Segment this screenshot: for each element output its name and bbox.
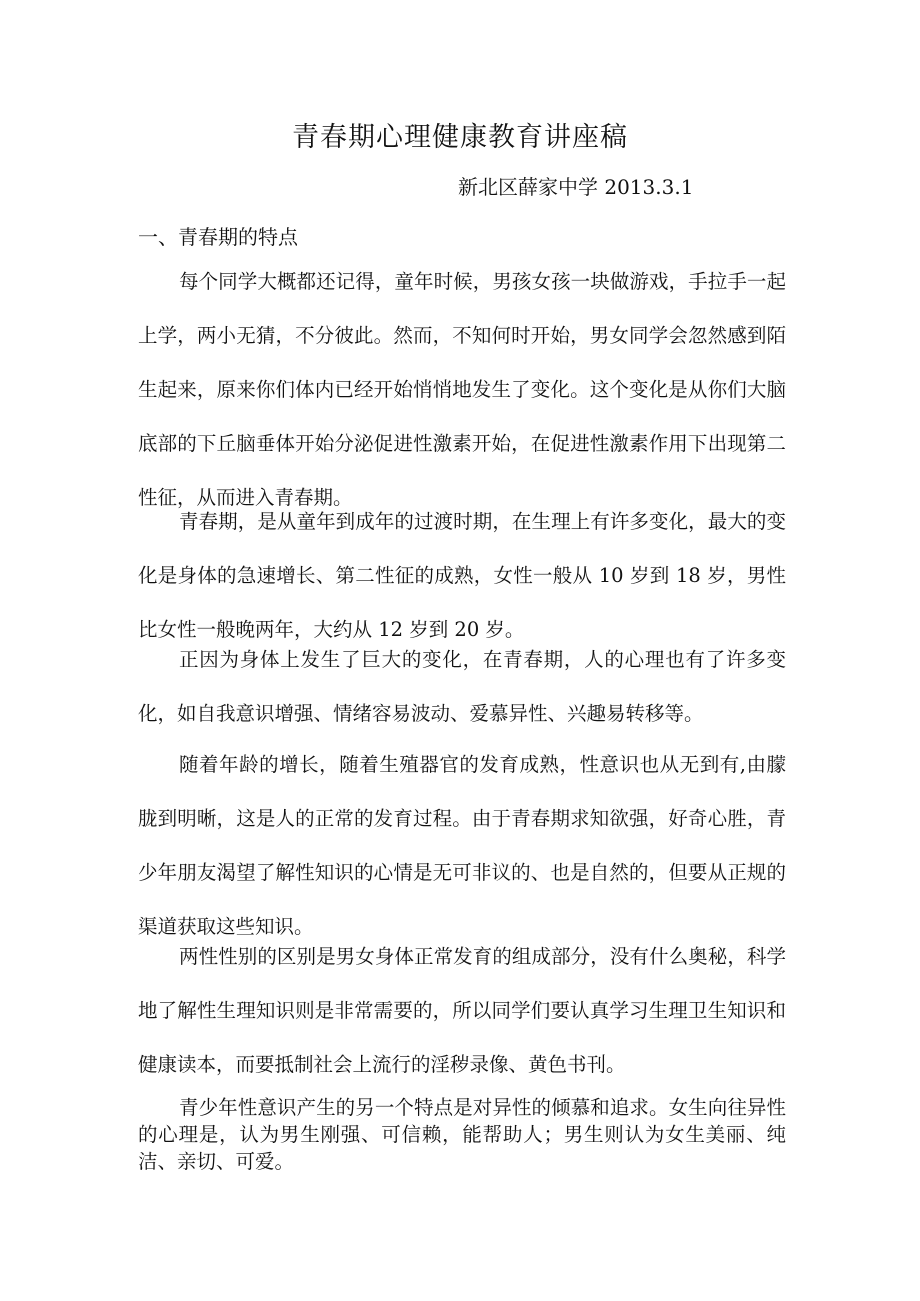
section-heading: 一、青春期的特点 xyxy=(138,225,298,249)
paragraph: 正因为身体上发生了巨大的变化，在青春期，人的心理也有了许多变化，如自我意识增强、情绪容易波动、爱慕异性、兴趣易转移等。 xyxy=(138,648,786,725)
paragraph: 每个同学大概都还记得，童年时候，男孩女孩一块做游戏，手拉手一起上学，两小无猜，不分彼此。然而，不知何时开始，男女同学会忽然感到陌生起来，原来你们体内已经开始悄悄地发生了变化。这个变化是从你们大脑底部的下丘脑垂体开始分泌促进性激素开始，在促进性激素作用下出现第二性征，从而进入青春期。 xyxy=(138,270,786,509)
paragraph: 随着年龄的增长，随着生殖器官的发育成熟，性意识也从无到有,由朦胧到明晰，这是人的正常的发育过程。由于青春期求知欲强，好奇心胜，青少年朋友渴望了解性知识的心情是无可非议的、也是自然的，但要从正规的渠道获取这些知识。 xyxy=(138,753,786,938)
paragraph: 青春期，是从童年到成年的过渡时期，在生理上有许多变化，最大的变化是身体的急速增长、第二性征的成熟，女性一般从 10 岁到 18 岁，男性比女性一般晚两年，大约从 12 岁到 20 岁。 xyxy=(138,510,786,641)
document-title: 青春期心理健康教育讲座稿 xyxy=(292,122,628,153)
document-byline: 新北区薛家中学 2013.3.1 xyxy=(458,175,694,199)
paragraph: 两性性别的区别是男女身体正常发育的组成部分，没有什么奥秘，科学地了解性生理知识则是非常需要的，所以同学们要认真学习生理卫生知识和健康读本，而要抵制社会上流行的淫秽录像、黄色书刊。 xyxy=(138,945,786,1076)
paragraph: 青少年性意识产生的另一个特点是对异性的倾慕和追求。女生向往异性的心理是，认为男生刚强、可信赖，能帮助人；男生则认为女生美丽、纯洁、亲切、可爱。 xyxy=(138,1096,786,1173)
